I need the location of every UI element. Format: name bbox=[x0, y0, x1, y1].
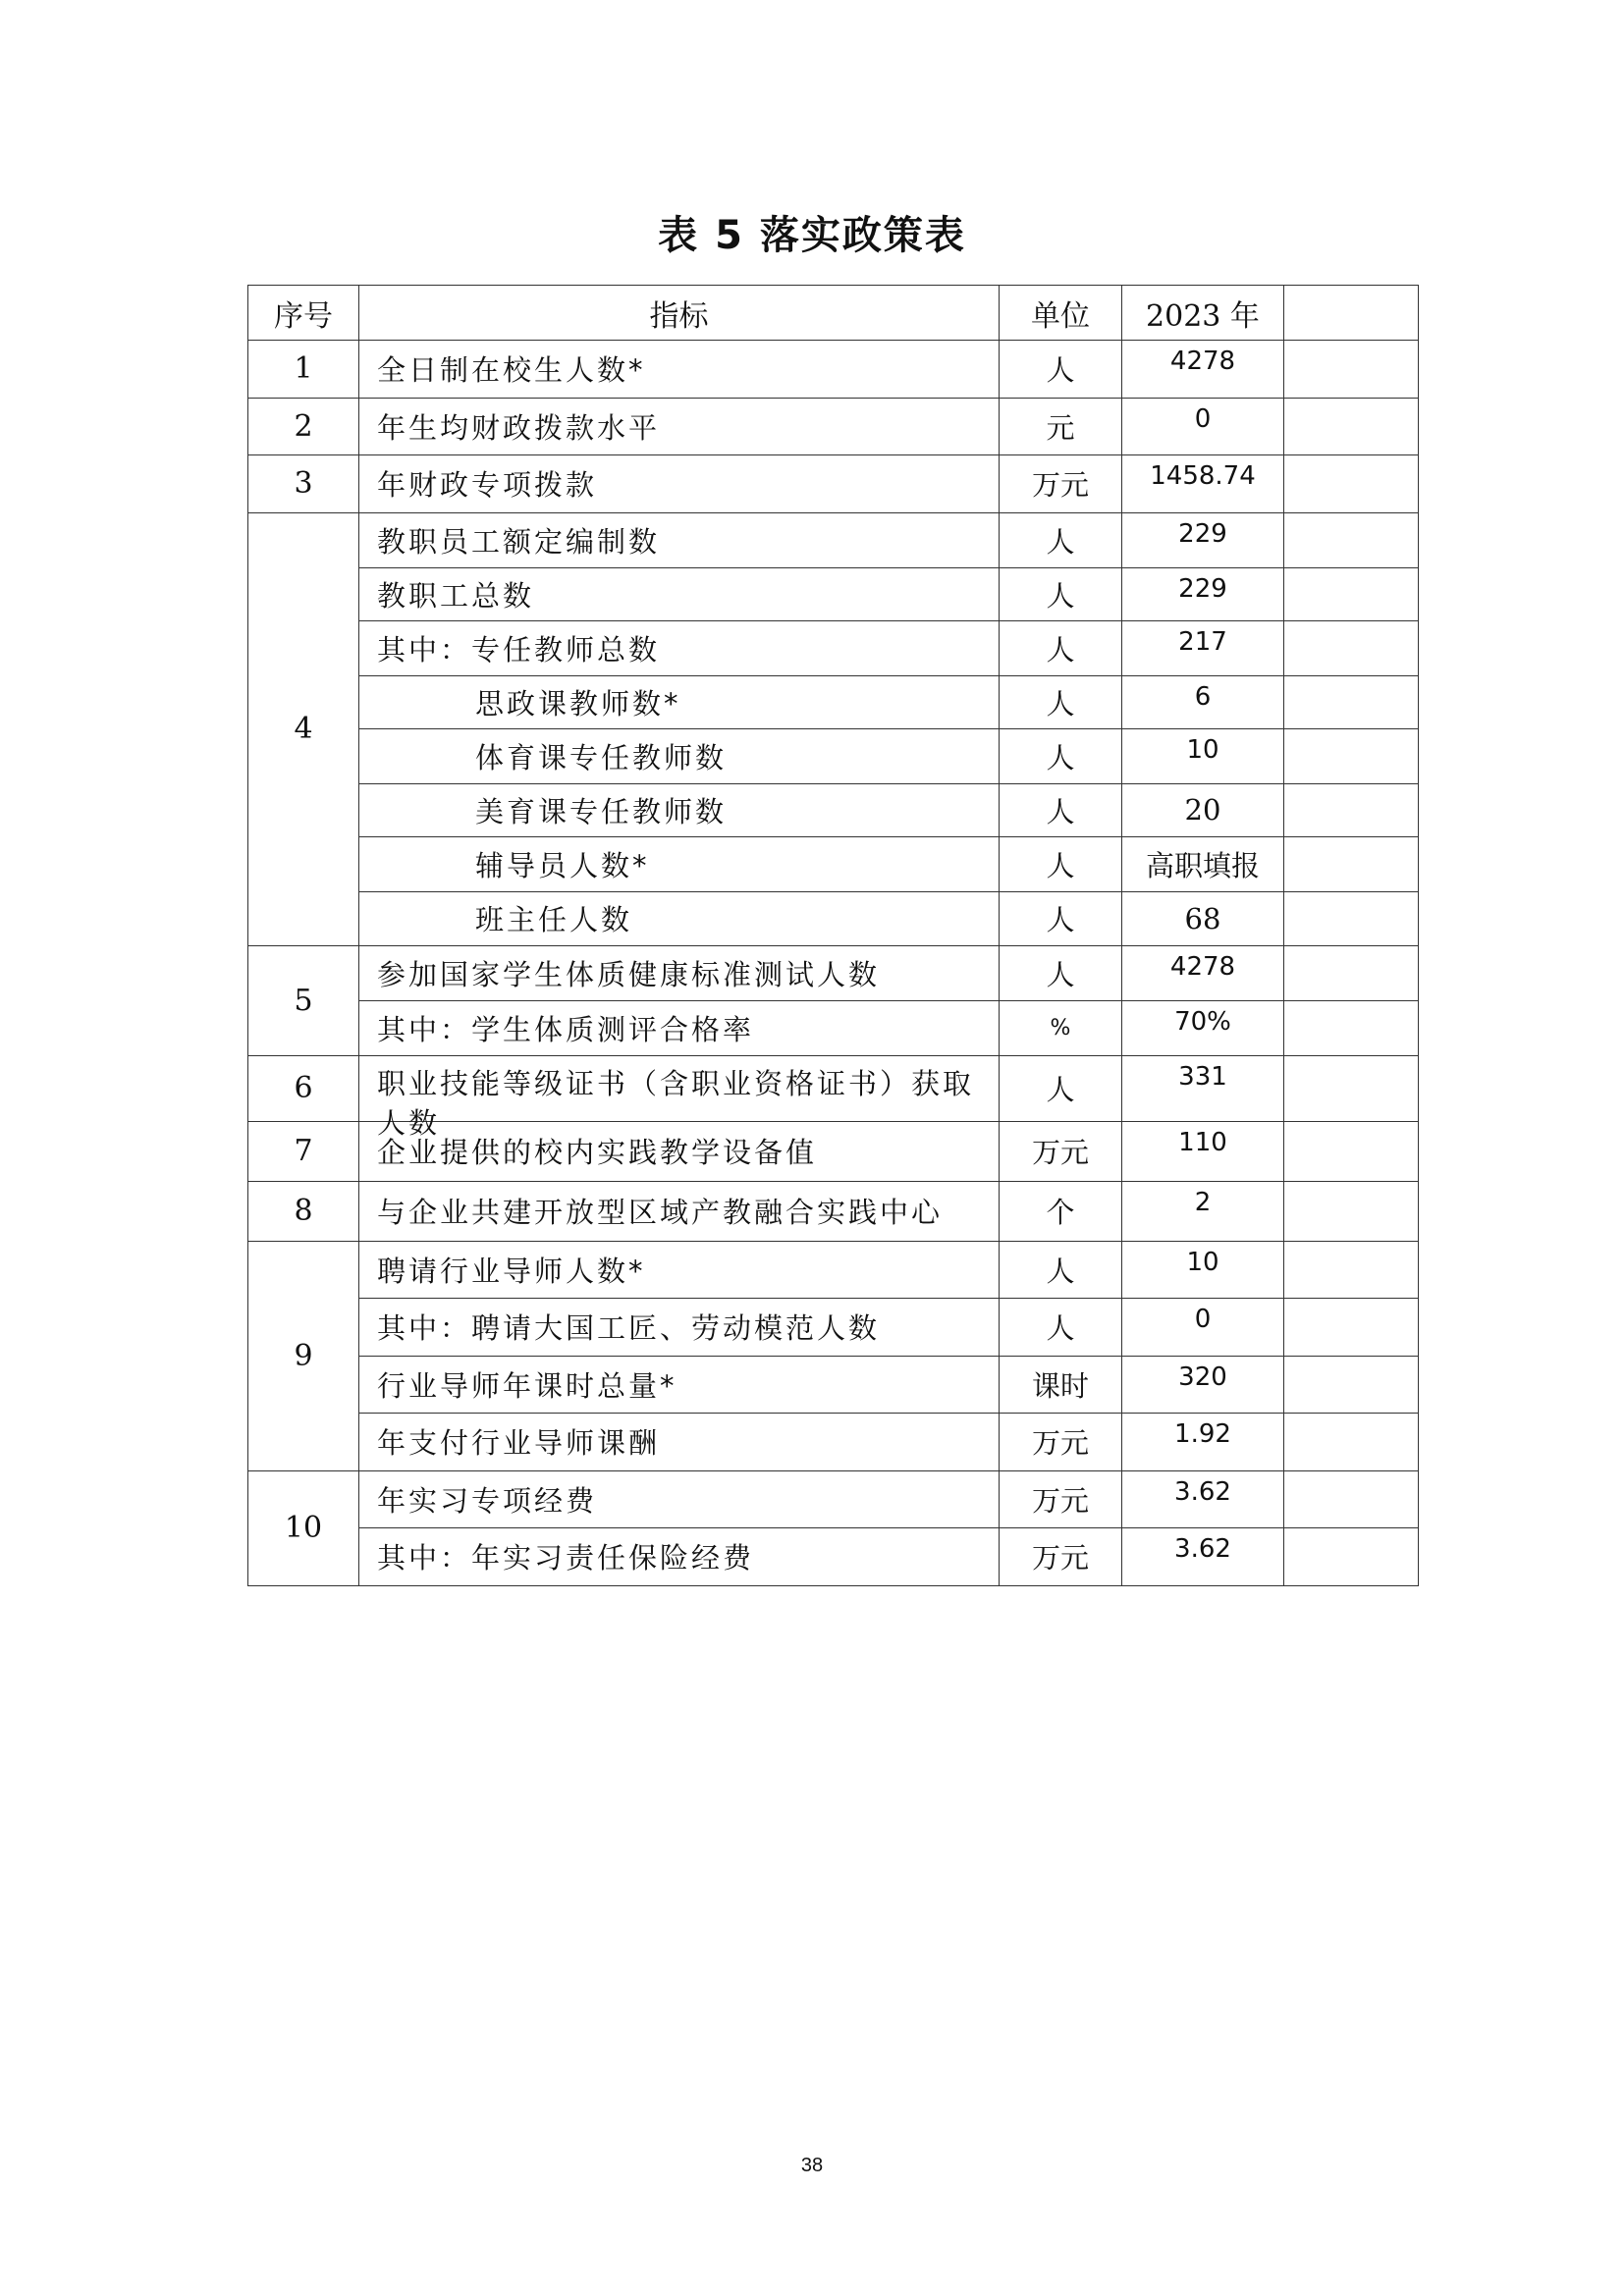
row-value: 229 bbox=[1122, 567, 1284, 620]
table-row bbox=[248, 1055, 1419, 1121]
row-seq: 6 bbox=[248, 1055, 359, 1121]
row-value: 68 bbox=[1122, 891, 1284, 945]
row-seq: 10 bbox=[248, 1470, 359, 1585]
row-indicator: 班主任人数 bbox=[359, 891, 1000, 945]
row-extra bbox=[1284, 836, 1419, 891]
row-unit: 万元 bbox=[1000, 1121, 1122, 1181]
row-indicator: 全日制在校生人数* bbox=[359, 341, 1000, 399]
row-extra bbox=[1284, 675, 1419, 728]
row-indicator: 教职工总数 bbox=[359, 567, 1000, 620]
row-value: 3.62 bbox=[1122, 1528, 1284, 1586]
row-unit: 个 bbox=[1000, 1181, 1122, 1241]
table-row bbox=[248, 455, 1419, 513]
row-unit: 人 bbox=[1000, 567, 1122, 620]
row-indicator: 其中：聘请大国工匠、劳动模范人数 bbox=[359, 1299, 1000, 1357]
row-extra bbox=[1284, 620, 1419, 675]
table-row bbox=[248, 1181, 1419, 1241]
row-extra bbox=[1284, 728, 1419, 783]
row-value: 4278 bbox=[1122, 341, 1284, 399]
table-row bbox=[248, 891, 1419, 945]
header-seq: 序号 bbox=[248, 286, 359, 341]
row-unit: 人 bbox=[1000, 1055, 1122, 1121]
row-indicator: 年实习专项经费 bbox=[359, 1470, 1000, 1528]
row-extra bbox=[1284, 1299, 1419, 1357]
row-indicator: 教职员工额定编制数 bbox=[359, 512, 1000, 567]
row-unit: 人 bbox=[1000, 675, 1122, 728]
row-unit: 人 bbox=[1000, 891, 1122, 945]
row-value: 高职填报 bbox=[1122, 836, 1284, 891]
row-value: 10 bbox=[1122, 728, 1284, 783]
table-row bbox=[248, 1121, 1419, 1181]
row-extra bbox=[1284, 398, 1419, 455]
row-indicator: 年财政专项拨款 bbox=[359, 455, 1000, 513]
row-indicator: 年生均财政拨款水平 bbox=[359, 398, 1000, 455]
row-value: 4278 bbox=[1122, 945, 1284, 1000]
table-row bbox=[248, 1414, 1419, 1471]
row-indicator: 与企业共建开放型区域产教融合实践中心 bbox=[359, 1181, 1000, 1241]
table-row bbox=[248, 1000, 1419, 1055]
row-unit: 人 bbox=[1000, 620, 1122, 675]
policy-table bbox=[247, 285, 1419, 1586]
row-unit: 元 bbox=[1000, 398, 1122, 455]
row-extra bbox=[1284, 783, 1419, 836]
row-extra bbox=[1284, 1055, 1419, 1121]
row-value: 1.92 bbox=[1122, 1414, 1284, 1471]
row-extra bbox=[1284, 1470, 1419, 1528]
table-row bbox=[248, 945, 1419, 1000]
row-value: 331 bbox=[1122, 1055, 1284, 1121]
row-extra bbox=[1284, 945, 1419, 1000]
row-indicator: 思政课教师数* bbox=[359, 675, 1000, 728]
row-value: 229 bbox=[1122, 512, 1284, 567]
row-value: 10 bbox=[1122, 1241, 1284, 1299]
row-indicator bbox=[359, 1055, 1000, 1140]
row-indicator: 其中：专任教师总数 bbox=[359, 620, 1000, 675]
row-extra bbox=[1284, 455, 1419, 513]
row-seq: 9 bbox=[248, 1241, 359, 1470]
header-unit: 单位 bbox=[1000, 286, 1122, 341]
table-row bbox=[248, 836, 1419, 891]
row-unit: 人 bbox=[1000, 512, 1122, 567]
row-indicator: 其中：学生体质测评合格率 bbox=[359, 1000, 1000, 1055]
row-unit: % bbox=[1000, 1000, 1122, 1055]
row-value: 3.62 bbox=[1122, 1470, 1284, 1528]
table-header-row bbox=[248, 286, 1419, 341]
table-row bbox=[248, 512, 1419, 567]
row-unit: 课时 bbox=[1000, 1356, 1122, 1414]
row-seq: 3 bbox=[248, 455, 359, 513]
row-unit: 人 bbox=[1000, 728, 1122, 783]
table-row bbox=[248, 783, 1419, 836]
table-row bbox=[248, 1528, 1419, 1586]
row-seq: 8 bbox=[248, 1181, 359, 1241]
row-indicator: 美育课专任教师数 bbox=[359, 783, 1000, 836]
row-unit: 万元 bbox=[1000, 1470, 1122, 1528]
row-indicator: 年支付行业导师课酬 bbox=[359, 1414, 1000, 1471]
row-unit: 万元 bbox=[1000, 1414, 1122, 1471]
row-indicator: 企业提供的校内实践教学设备值 bbox=[359, 1121, 1000, 1181]
row-extra bbox=[1284, 1356, 1419, 1414]
row-seq: 1 bbox=[248, 341, 359, 399]
row-unit: 人 bbox=[1000, 836, 1122, 891]
row-unit: 人 bbox=[1000, 945, 1122, 1000]
row-seq: 7 bbox=[248, 1121, 359, 1181]
header-extra bbox=[1284, 286, 1419, 341]
table-row bbox=[248, 1241, 1419, 1299]
row-unit: 万元 bbox=[1000, 1528, 1122, 1586]
row-seq: 5 bbox=[248, 945, 359, 1055]
row-value: 70% bbox=[1122, 1000, 1284, 1055]
row-extra bbox=[1284, 512, 1419, 567]
row-value: 320 bbox=[1122, 1356, 1284, 1414]
row-unit: 万元 bbox=[1000, 455, 1122, 513]
table-row bbox=[248, 728, 1419, 783]
row-value: 2 bbox=[1122, 1181, 1284, 1241]
row-indicator: 体育课专任教师数 bbox=[359, 728, 1000, 783]
header-indicator: 指标 bbox=[359, 286, 1000, 341]
row-indicator-text: 职业技能等级证书（含职业资格证书）获取人数 bbox=[377, 1066, 975, 1140]
row-value: 0 bbox=[1122, 398, 1284, 455]
row-indicator: 参加国家学生体质健康标准测试人数 bbox=[359, 945, 1000, 1000]
row-unit: 人 bbox=[1000, 783, 1122, 836]
row-unit: 人 bbox=[1000, 341, 1122, 399]
row-unit: 人 bbox=[1000, 1299, 1122, 1357]
table-title: 表 5 落实政策表 bbox=[658, 213, 966, 258]
header-year: 2023 年 bbox=[1122, 286, 1284, 341]
row-extra bbox=[1284, 891, 1419, 945]
row-extra bbox=[1284, 1414, 1419, 1471]
row-value: 1458.74 bbox=[1122, 455, 1284, 513]
row-extra bbox=[1284, 1528, 1419, 1586]
row-extra bbox=[1284, 1181, 1419, 1241]
row-indicator: 其中：年实习责任保险经费 bbox=[359, 1528, 1000, 1586]
row-extra bbox=[1284, 341, 1419, 399]
row-indicator: 聘请行业导师人数* bbox=[359, 1241, 1000, 1299]
table-row bbox=[248, 1356, 1419, 1414]
table-row bbox=[248, 1299, 1419, 1357]
row-unit: 人 bbox=[1000, 1241, 1122, 1299]
table-row bbox=[248, 620, 1419, 675]
row-value: 6 bbox=[1122, 675, 1284, 728]
row-extra bbox=[1284, 1000, 1419, 1055]
table-row bbox=[248, 675, 1419, 728]
row-seq: 2 bbox=[248, 398, 359, 455]
row-extra bbox=[1284, 1121, 1419, 1181]
row-extra bbox=[1284, 1241, 1419, 1299]
row-value: 20 bbox=[1122, 783, 1284, 836]
row-value: 0 bbox=[1122, 1299, 1284, 1357]
table-row bbox=[248, 341, 1419, 399]
row-value: 110 bbox=[1122, 1121, 1284, 1181]
table-row bbox=[248, 1470, 1419, 1528]
row-indicator: 辅导员人数* bbox=[359, 836, 1000, 891]
row-value: 217 bbox=[1122, 620, 1284, 675]
page-number: 38 bbox=[800, 2155, 824, 2176]
row-extra bbox=[1284, 567, 1419, 620]
table-row bbox=[248, 567, 1419, 620]
row-seq: 4 bbox=[248, 512, 359, 945]
row-indicator: 行业导师年课时总量* bbox=[359, 1356, 1000, 1414]
table-row bbox=[248, 398, 1419, 455]
